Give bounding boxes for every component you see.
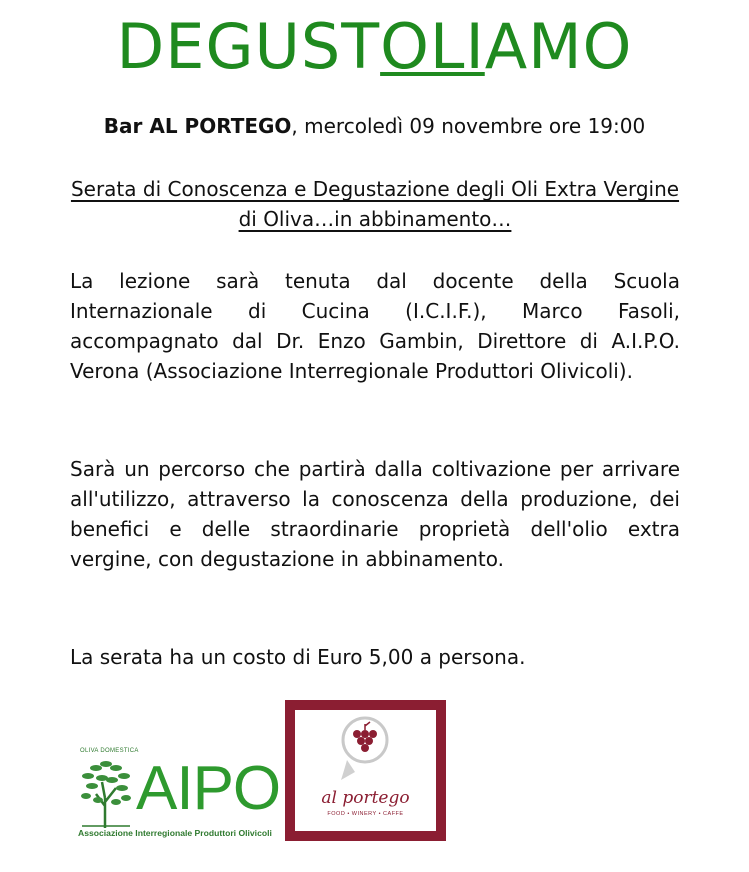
grapes-glass-icon [339,714,399,786]
al-portego-tagline: FOOD • WINERY • CAFFE [327,811,404,817]
olive-tree-icon [78,756,134,828]
paragraph-route: Sarà un percorso che partirà dalla coltivazione per arrivare all'utilizzo, attraverso la conoscenza della produzione, dei benefici e delle straordinarie proprietà dell'olio extra vergine, con degustazione in abbinamento. [70,457,680,571]
al-portego-name: al portego [321,788,410,808]
aipo-logo [78,748,281,840]
event-subtitle: Serata di Conoscenza e Degustazione degli Oli Extra Vergine di Oliva…in abbinamento… [70,177,680,231]
title-part-1: DEGUST [116,10,381,83]
aipo-wordmark: AIPO [136,754,281,823]
aipo-top-text: OLIVA DOMESTICA [80,748,139,754]
title-part-3: AMO [484,10,633,83]
al-portego-logo [285,700,446,841]
venue-datetime: , mercoledì 09 novembre ore 19:00 [291,114,646,138]
paragraph-cost: La serata ha un costo di Euro 5,00 a persona. [70,645,526,669]
event-venue-line [0,112,749,140]
title-part-2: OLI [380,10,485,83]
page-title [0,8,749,86]
venue-name: Bar AL PORTEGO [103,114,292,138]
aipo-subtitle: Associazione Interregionale Produttori Olivicoli [78,828,272,838]
al-portego-logo-panel [295,710,436,831]
paragraph-lesson: La lezione sarà tenuta dal docente della Scuola Internazionale di Cucina (I.C.I.F.), Marco Fasoli, accompagnato dal Dr. Enzo Gambin, Direttore di A.I.P.O. Verona (Associazione Interregionale Produttori Olivicoli). [70,269,680,383]
